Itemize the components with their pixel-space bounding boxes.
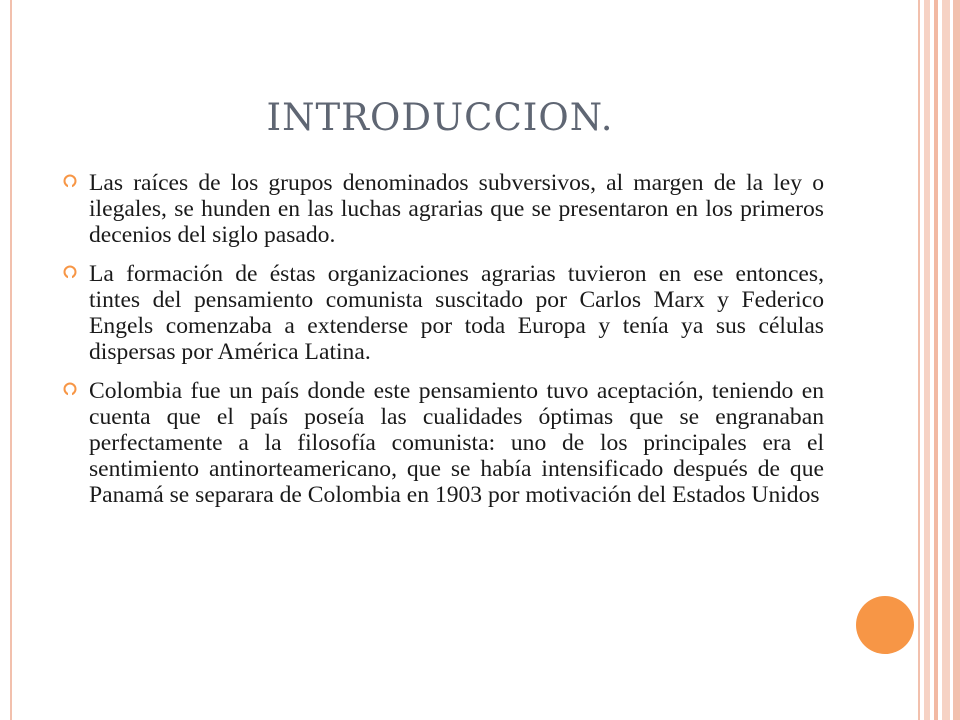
bullet-ring-icon	[62, 173, 78, 189]
bullet-item	[62, 170, 824, 248]
right-border-stripe	[934, 0, 938, 720]
bullet-text: La formación de éstas organizaciones agrarias tuvieron en ese entonces, tintes del pensamiento comunista suscitado por Carlos Marx y Federico Engels comenzaba a extenderse por toda Europa y tenía ya sus células dispersas por América Latina.	[89, 261, 824, 365]
bullet-text: Colombia fue un país donde este pensamiento tuvo aceptación, teniendo en cuenta que el país poseía las cualidades óptimas que se engranaban perfectamente a la filosofía comunista: uno de los principales era el sentimiento antinorteamericano, que se había intensificado después de que Panamá se separara de Colombia en 1903 por motivación del Estados Unidos	[89, 378, 824, 508]
bullet-item	[62, 261, 824, 365]
right-border-stripe	[924, 0, 930, 720]
right-border-stripe	[953, 0, 960, 720]
bullet-ring-icon	[62, 264, 78, 280]
right-border-stripe	[942, 0, 950, 720]
bullet-text: Las raíces de los grupos denominados subversivos, al margen de la ley o ilegales, se hunden en las luchas agrarias que se presentaron en los primeros decenios del siglo pasado.	[89, 170, 824, 248]
bullet-ring-icon	[62, 381, 78, 397]
right-border-stripe	[918, 0, 920, 720]
bullet-item	[62, 378, 824, 508]
slide-title: INTRODUCCION.	[266, 96, 614, 139]
accent-circle	[856, 596, 914, 654]
bullet-list	[62, 170, 824, 521]
